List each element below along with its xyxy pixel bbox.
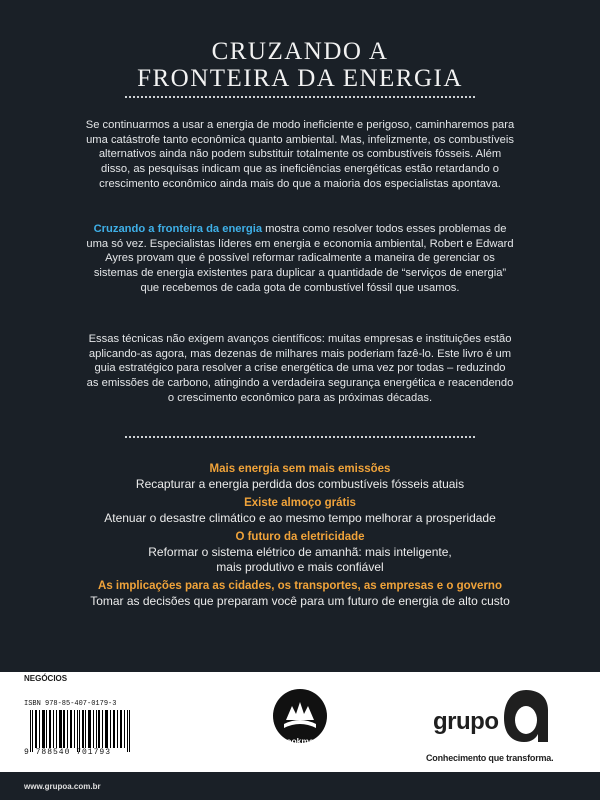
- para1-line: crescimento econômico ainda mais do que a maioria dos especialistas apontava.: [99, 177, 501, 190]
- para2-line: sistemas de energia existentes para duplicar a quantidade de “serviços de energia”: [93, 267, 507, 280]
- publisher-name: bookman: [281, 736, 319, 746]
- para3-line: o crescimento econômico para as próximas décadas.: [167, 391, 433, 404]
- category-label: NEGÓCIOS: [24, 674, 68, 683]
- para3-line: aplicando-as agora, mas dezenas de milhares mais poderiam fazê-lo. Este livro é um: [88, 347, 512, 360]
- isbn-label: ISBN 978-85-407-0179-3: [24, 700, 117, 708]
- section-divider: [125, 436, 475, 438]
- website-url: www.grupoa.com.br: [24, 782, 101, 791]
- topic-heading: Mais energia sem mais emissões: [209, 463, 391, 475]
- para3-line: Essas técnicas não exigem avanços científicos: muitas empresas e instituições estão: [88, 333, 512, 345]
- paragraph-book-summary: [78, 222, 522, 296]
- para3-line: guia estratégico para resolver a crise energética de uma vez por todas – reduzindo: [94, 362, 506, 375]
- topic-body: Reformar o sistema elétrico de amanhã: mais inteligente, mais produtivo e mais confiável: [148, 545, 452, 574]
- para1-line: disso, as pesquisas indicam que as ineficiências energéticas estão retardando o: [100, 163, 499, 176]
- brand-slogan: Conhecimento que transforma.: [426, 753, 554, 763]
- paragraph-intro: [78, 118, 522, 192]
- topic-body: Atenuar o desastre climático e ao mesmo tempo melhorar a prosperidade: [104, 511, 496, 525]
- brand-wordmark: grupo: [433, 708, 499, 735]
- topic-body: Recapturar a energia perdida dos combustíveis fósseis atuais: [135, 477, 465, 491]
- para1-line: alternativos ainda não podem substituir totalmente os combustíveis fósseis. Além: [98, 148, 502, 161]
- topic-heading: As implicações para as cidades, os transportes, as empresas e o governo: [98, 580, 502, 592]
- topics-list: [0, 462, 600, 613]
- topic-heading: Existe almoço grátis: [244, 497, 356, 509]
- para2-line: que recebemos de cada gota de combustível fóssil que usamos.: [140, 281, 460, 294]
- title-line-1: CRUZANDO A: [211, 38, 389, 65]
- title-divider: [125, 96, 475, 98]
- book-title: [0, 38, 600, 92]
- title-line-2: FRONTEIRA DA ENERGIA: [137, 65, 463, 92]
- para1-line: uma catástrofe tanto econômica quanto ambiental. Mas, infelizmente, os combustíveis: [86, 133, 514, 146]
- para1-line: Se continuarmos a usar a energia de modo ineficiente e perigoso, caminharemos para: [85, 119, 515, 131]
- barcode-number: 9 788540 701793: [24, 748, 112, 757]
- topic-body: Tomar as decisões que preparam você para um futuro de energia de alto custo: [90, 594, 510, 608]
- book-title-highlight: Cruzando a fronteira da energia: [93, 223, 263, 235]
- para2-line: Ayres provam que é possível reformar radicalmente a maneira de gerenciar os: [105, 252, 495, 265]
- para2-line: mostra como resolver todos esses problemas de: [262, 223, 507, 235]
- para2-line: uma só vez. Especialistas líderes em energia e economia ambiental, Robert e Edward: [86, 237, 514, 250]
- para3-line: as emissões de carbono, atingindo a verdadeira segurança energética e reacendendo: [86, 377, 514, 390]
- grupo-a-logo-icon: [502, 688, 550, 744]
- topic-heading: O futuro da eletricidade: [235, 531, 365, 543]
- brand-letter: a: [525, 726, 527, 727]
- paragraph-techniques: [78, 332, 522, 406]
